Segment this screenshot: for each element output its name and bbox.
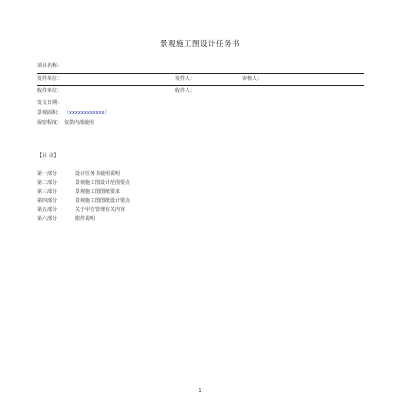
divider xyxy=(37,73,364,74)
toc-item-text: 景观施工图设计范围要点 xyxy=(75,180,131,186)
field-label-receiver: 收件人： xyxy=(175,88,196,94)
page-number: 1 xyxy=(198,388,202,394)
toc-item-text: 设计任务书使用说明 xyxy=(75,171,121,177)
toc-item-text: 景观施工图图纸要求 xyxy=(75,189,121,195)
divider xyxy=(37,85,364,86)
toc-item-number: 第六部分 xyxy=(37,216,58,222)
toc-item-number: 第三部分 xyxy=(37,189,58,195)
toc-item-number: 第一部分 xyxy=(37,171,58,177)
field-label: 发件单位： xyxy=(37,76,63,82)
field-label: 景观面积： xyxy=(37,110,63,116)
field-label-reviewer: 审核人： xyxy=(242,76,263,82)
toc-item-number: 第五部分 xyxy=(37,207,58,213)
document-title: 景观施工图设计任务书 xyxy=(160,39,240,48)
field-label: 收件单位： xyxy=(37,88,63,94)
field-value-area: （xxxxxxxxxxxx） xyxy=(64,110,110,116)
field-label: 发文日期： xyxy=(37,100,63,106)
field-label: 保密程度： xyxy=(37,120,63,126)
toc-item-number: 第二部分 xyxy=(37,180,58,186)
toc-item-text: 关于甲方管理有关内容 xyxy=(75,207,126,213)
field-label: 项目名称： xyxy=(37,63,63,69)
toc-item-text: 景观施工图图纸设计要点 xyxy=(75,198,131,204)
toc-heading: 【目 录】 xyxy=(37,153,59,159)
field-value-confidentiality: 仅供内部使用 xyxy=(64,120,95,126)
toc-item-text: 附件说明 xyxy=(75,216,96,222)
field-label-sender: 发件人： xyxy=(175,76,196,82)
toc-item-number: 第四部分 xyxy=(37,198,58,204)
